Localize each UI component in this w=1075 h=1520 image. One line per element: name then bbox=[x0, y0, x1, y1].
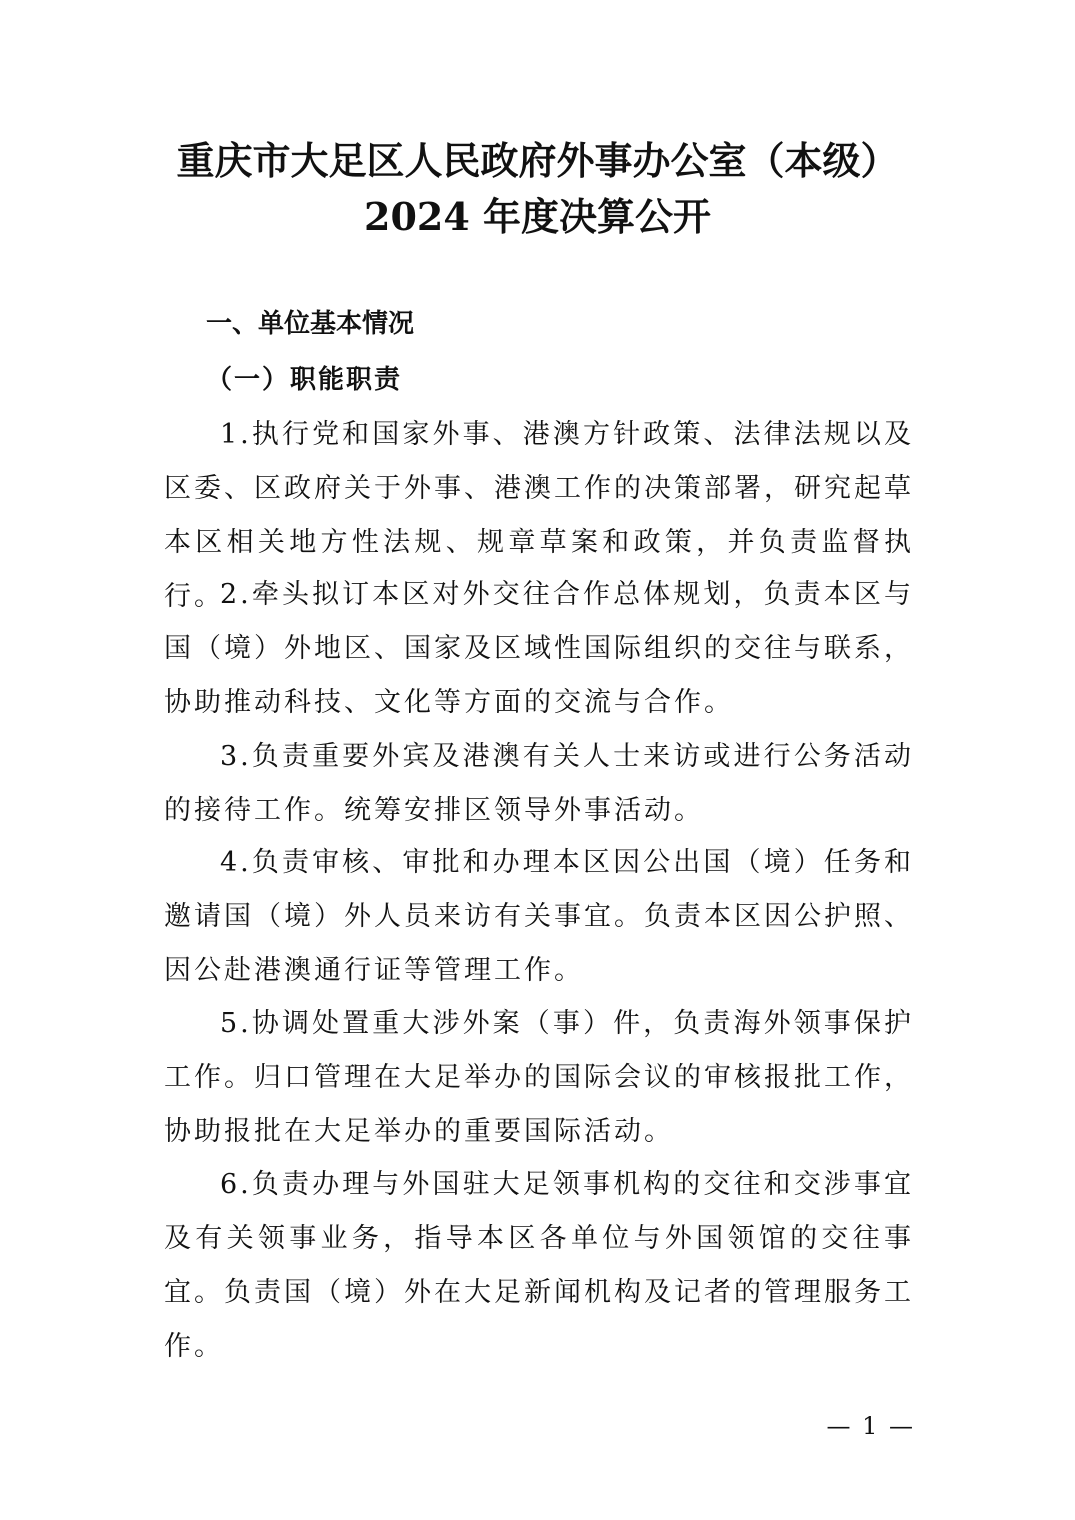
paragraph-3: 3.负责重要外宾及港澳有关人士来访或进行公务活动的接待工作。统筹安排区领导外事活动。 bbox=[164, 741, 914, 826]
paragraph-2: 2.牵头拟订本区对外交往合作总体规划，负责本区与国（境）外地区、国家及区域性国际组织的交往与联系，协助推动科技、文化等方面的交流与合作。 bbox=[164, 579, 914, 718]
document-title-line-2: 2024 年度决算公开 bbox=[364, 194, 711, 239]
paragraph-4: 4.负责审核、审批和办理本区因公出国（境）任务和邀请国（境）外人员来访有关事宜。负责本区因公护照、因公赴港澳通行证等管理工作。 bbox=[164, 847, 914, 986]
paragraph-6: 6.负责办理与外国驻大足领事机构的交往和交涉事宜及有关领事业务，指导本区各单位与外国领馆的交往事宜。负责国（境）外在大足新闻机构及记者的管理服务工作。 bbox=[164, 1169, 914, 1362]
subsection-heading: （一）职能职责 bbox=[206, 365, 403, 395]
document-title-line-1: 重庆市大足区人民政府外事办公室（本级） bbox=[176, 138, 899, 183]
paragraph-1: 1.执行党和国家外事、港澳方针政策、法律法规以及区委、区政府关于外事、港澳工作的决策部署，研究起草本区相关地方性法规、规章草案和政策，并负责监督执行。 bbox=[164, 419, 914, 612]
paragraph-5: 5.协调处置重大涉外案（事）件，负责海外领事保护工作。归口管理在大足举办的国际会议的审核报批工作，协助报批在大足举办的重要国际活动。 bbox=[164, 1008, 914, 1147]
section-heading: 一、单位基本情况 bbox=[206, 309, 415, 339]
page-number: — 1 — bbox=[826, 1412, 915, 1440]
